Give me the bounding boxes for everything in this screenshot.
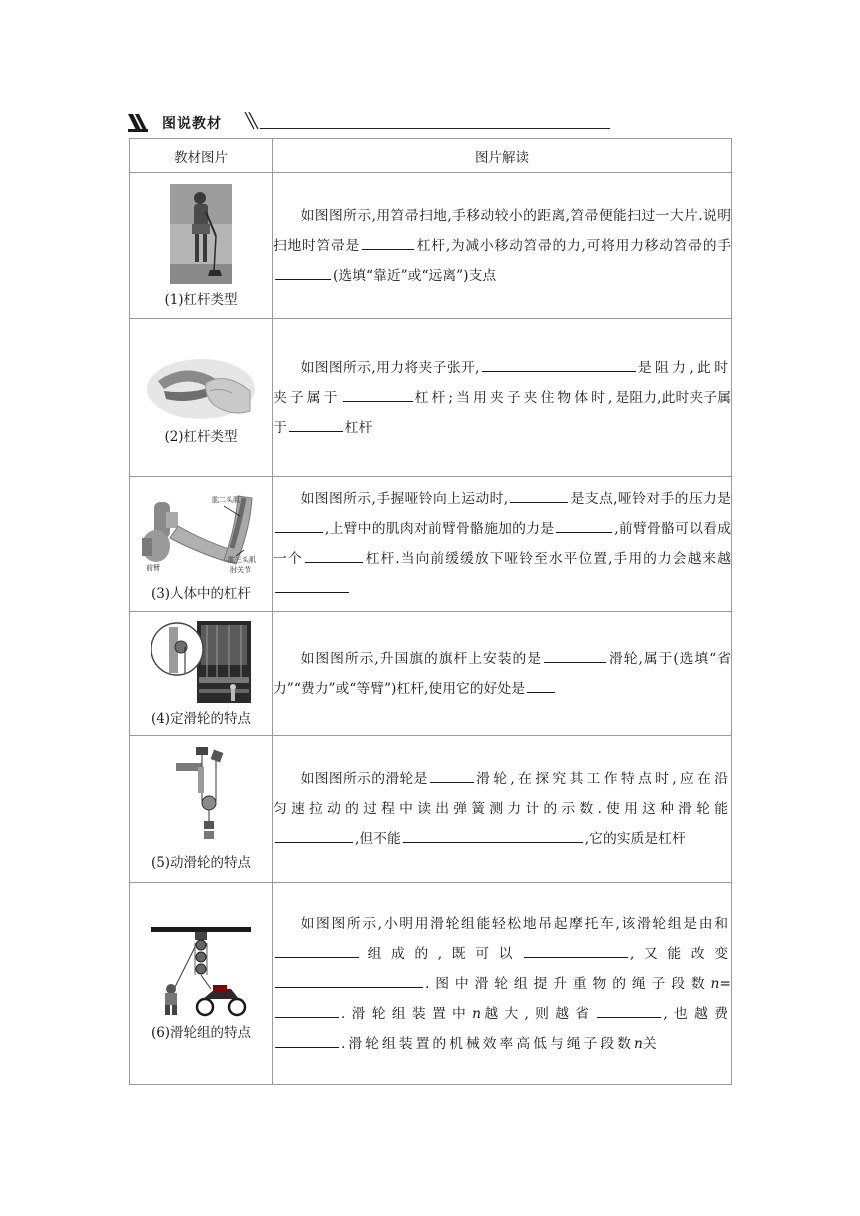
interpretation-text: 如图图所示的滑轮是 [300, 771, 428, 787]
section-marker-icon [128, 114, 154, 132]
interpretation-text: 如图图所示,小明用滑轮组能轻松地吊起摩托车,该滑轮组是由 [300, 915, 715, 932]
header-interpretation: 图片解读 [273, 139, 732, 173]
table-row [130, 319, 732, 477]
triceps-label: 肱三头肌 [228, 556, 256, 564]
section-title: 图说教材 [162, 116, 222, 132]
answer-blank[interactable] [597, 1003, 661, 1018]
answer-blank[interactable] [544, 648, 606, 663]
interpretation-cell [273, 319, 732, 477]
figure-caption: (4)定滑轮的特点 [150, 710, 252, 727]
interpretation-text: 滑轮,在探究其工作特点时,应在沿匀速拉动的过程中读出弹簧测力计的示数.使用这种滑轮能 [273, 771, 732, 817]
biceps-label: 肱二头肌 [212, 496, 240, 504]
interpretation-text: 滑轮,属于(选填“省力”“费力”或“等臂”)杠杆,使用它的好处是 [273, 650, 731, 697]
interpretation-text: .滑轮组装置中 [341, 1005, 473, 1022]
answer-blank[interactable] [510, 488, 568, 503]
figure-cell [130, 477, 273, 612]
figure-cell [130, 319, 273, 477]
interpretation-text: 杠杆 [658, 831, 686, 847]
answer-blank[interactable] [524, 943, 628, 958]
sweeping-person-photo-icon [170, 184, 232, 284]
answer-blank[interactable] [275, 973, 423, 988]
figure-caption: (3)人体中的杠杆 [150, 586, 252, 602]
interpretation-text: ,但不能 [355, 831, 401, 847]
figure-cell [130, 883, 273, 1085]
interpretation-text: .滑轮组装置的机械效率高低与绳子段数 [341, 1035, 634, 1052]
table-row [130, 736, 732, 883]
answer-blank[interactable] [343, 387, 413, 402]
interpretation-cell [273, 612, 732, 736]
interpretation-text: 越大,则越省 [481, 1005, 596, 1022]
answer-blank[interactable] [527, 678, 555, 693]
interpretation-text: 杠杆,为减小移动笤帚的力,可将用力移动笤帚的手 [416, 237, 732, 254]
interpretation-text: 杠杆 [344, 419, 373, 436]
interpretation-text: 如图图所示,用力将夹子张开, [300, 359, 480, 376]
answer-blank[interactable] [275, 943, 359, 958]
interpretation-text: 杠杆;当用夹子夹住物体时, [414, 389, 616, 406]
interpretation-text: ,它的实质是 [584, 831, 659, 847]
interpretation-text: 如图图所示,用笤帚扫地,手移动较小的距离,笤帚便能扫过一大片.说明扫地时笤帚是 [273, 207, 731, 254]
interpretation-text: 是阻力,此时夹子属于 [273, 389, 731, 436]
answer-blank[interactable] [482, 357, 636, 372]
forearm-label: 前臂 [146, 564, 160, 572]
answer-blank[interactable] [275, 518, 323, 533]
answer-blank[interactable] [556, 518, 612, 533]
interpretation-text: 是阻力,此时夹子属于 [273, 359, 731, 406]
figure-caption: (6)滑轮组的特点 [150, 1024, 252, 1041]
figure-cell [130, 736, 273, 883]
arm-dumbbell-diagram-icon [140, 486, 262, 578]
interpretation-text: n= [710, 975, 731, 992]
interpretation-cell [273, 736, 732, 883]
section-header [128, 112, 488, 132]
section-underline [260, 128, 610, 129]
interpretation-text: ,也越费 [663, 1005, 731, 1022]
figure-caption: (1)杠杆类型 [164, 291, 238, 308]
movable-pulley-apparatus-icon [166, 747, 236, 847]
interpretation-text: 是支点,哑铃对手的压力是 [570, 491, 731, 507]
table-row [130, 883, 732, 1085]
interpretation-text: .图中滑轮组提升重物的绳子段数 [425, 975, 711, 992]
interpretation-text: ,上臂中的肌肉对前臂骨骼施加的力是 [325, 521, 555, 537]
elbow-label: 肘关节 [230, 566, 251, 574]
figure-cell [130, 173, 273, 319]
answer-blank[interactable] [275, 578, 349, 593]
interpretation-cell [273, 883, 732, 1085]
interpretation-text: 杠杆.当向前缓缓放下哑铃至水平位置,手用的力会越来越 [364, 551, 731, 567]
interpretation-text: ,又能改变 [630, 945, 731, 962]
table-row [130, 612, 732, 736]
interpretation-text: 和 [714, 915, 731, 932]
answer-blank[interactable] [362, 235, 414, 250]
figure-caption: (5)动滑轮的特点 [150, 855, 252, 871]
answer-blank[interactable] [275, 1003, 339, 1018]
interpretation-cell [273, 173, 732, 319]
answer-blank[interactable] [275, 265, 331, 280]
textbook-figure-table [129, 138, 732, 1085]
interpretation-text: n [633, 1035, 643, 1052]
interpretation-text: (选填“靠近”或“远离”)支点 [333, 267, 497, 284]
figure-cell [130, 612, 273, 736]
interpretation-text: 关 [642, 1035, 657, 1052]
answer-blank[interactable] [305, 548, 363, 563]
interpretation-text: 如图图所示,升国旗的旗杆上安装的是 [300, 650, 543, 667]
interpretation-text: ,前臂骨骼可以看成一个 [273, 521, 731, 567]
interpretation-text: 组成的,既可以 [361, 945, 522, 962]
answer-blank[interactable] [289, 417, 343, 432]
interpretation-cell [273, 477, 732, 612]
flagpole-pulley-photo-icon [151, 621, 251, 703]
interpretation-text: n [472, 1005, 482, 1022]
table-header-row [130, 139, 732, 173]
interpretation-text: 如图图所示,手握哑铃向上运动时, [300, 491, 509, 507]
table-row [130, 477, 732, 612]
answer-blank[interactable] [430, 768, 474, 783]
hand-squeezing-clip-photo-icon [146, 351, 256, 421]
answer-blank[interactable] [275, 828, 353, 843]
section-slash-icon [244, 112, 260, 130]
answer-blank[interactable] [403, 828, 583, 843]
header-figure: 教材图片 [130, 139, 273, 173]
pulley-block-motorcycle-icon [151, 927, 251, 1017]
table-row [130, 173, 732, 319]
answer-blank[interactable] [275, 1033, 339, 1048]
figure-caption: (2)杠杆类型 [164, 428, 238, 445]
